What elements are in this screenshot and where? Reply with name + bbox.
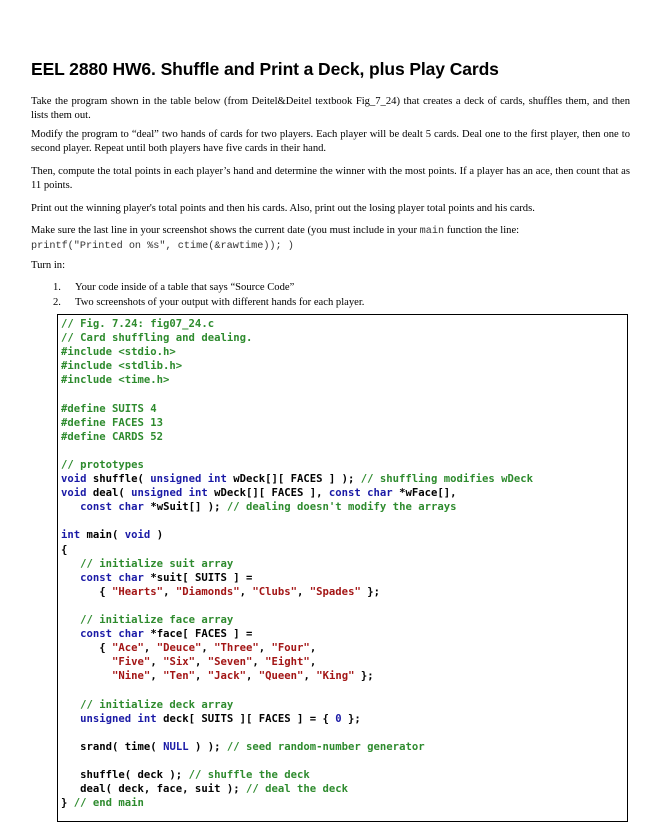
code-line [61, 699, 233, 711]
code-token: unsigned int [150, 473, 234, 486]
code-token: "Deuce" [156, 642, 202, 655]
code-token [61, 572, 80, 584]
code-token [61, 699, 80, 711]
code-token: #define SUITS 4 [61, 402, 157, 415]
code-token: , [258, 642, 272, 655]
code-token: "Clubs" [252, 585, 298, 598]
source-code-table [57, 314, 628, 822]
list-item-text: Your code inside of a table that says “Source Code” [75, 282, 295, 293]
code-token: , [143, 642, 157, 655]
date-instructions-text-end: function the line: [444, 225, 520, 236]
code-token: // initialize deck array [80, 698, 234, 711]
code-token: #include <stdlib.h> [61, 360, 183, 373]
code-token: // dealing doesn't modify the arrays [226, 501, 457, 514]
code-line [61, 403, 157, 415]
date-instructions-text: Make sure the last line in your screenshot shows the current date (you must include in your [31, 225, 420, 236]
code-token: "Six" [163, 656, 195, 669]
code-line [61, 346, 176, 358]
code-token [61, 713, 80, 725]
code-line [61, 628, 252, 640]
code-token: "Queen" [258, 670, 304, 683]
code-token: 0 [335, 712, 342, 725]
code-token: "Seven" [207, 656, 253, 669]
code-token: { [61, 543, 68, 556]
turn-in-list [31, 280, 631, 310]
code-token: deal( [92, 487, 132, 500]
code-token: const char [80, 571, 151, 584]
code-line [61, 741, 425, 753]
code-token: }; [360, 585, 380, 598]
code-token [61, 670, 112, 682]
code-token: *suit[ SUITS ] = [150, 571, 253, 584]
turn-in-label: Turn in: [31, 260, 66, 271]
code-line [61, 670, 374, 682]
code-token: // Fig. 7.24: fig07_24.c [61, 318, 215, 330]
paragraph-intro: Take the program shown in the table below (from Deitel&Deitel textbook Fig_7_24) that creates a deck of cards, shuffles them, and then lists them out. [31, 96, 630, 121]
code-token: "Ten" [163, 670, 195, 683]
code-token: // prototypes [61, 458, 144, 471]
code-line [61, 797, 144, 809]
code-token: void [124, 529, 157, 542]
code-line [61, 713, 361, 725]
code-token: wDeck[][ FACES ] ); [233, 473, 361, 486]
code-token [61, 628, 80, 640]
list-item-text: Two screenshots of your output with different hands for each player. [75, 297, 365, 308]
code-line [61, 431, 163, 443]
code-token: "Jack" [207, 670, 247, 683]
code-token: { [61, 642, 113, 655]
code-token: , [194, 670, 208, 683]
code-line [61, 642, 316, 654]
code-token: "Ace" [112, 642, 144, 655]
code-line [61, 360, 182, 372]
code-line [61, 417, 163, 429]
code-line [61, 586, 380, 598]
code-token: , [194, 656, 208, 669]
code-token: "King" [316, 670, 355, 683]
code-token: shuffle( deck ); [61, 769, 189, 781]
code-token: *face[ FACES ] = [150, 628, 253, 641]
code-token: unsigned int [80, 712, 164, 725]
printf-code-snippet: printf("Printed on %s", ctime(&rawtime)); ) [31, 240, 294, 252]
code-token: void [61, 473, 93, 486]
code-token: , [239, 585, 253, 598]
code-token: , [150, 656, 164, 669]
code-token: ) [156, 529, 164, 542]
code-token: , [309, 642, 317, 655]
code-token: // Card shuffling and dealing. [61, 332, 253, 345]
code-token: "Diamonds" [175, 585, 240, 598]
code-token: , [163, 585, 176, 598]
code-line [61, 783, 348, 795]
code-token: , [201, 642, 215, 655]
code-line [61, 473, 533, 485]
code-token: wDeck[][ FACES ], [214, 487, 329, 500]
code-line [61, 318, 214, 330]
code-token: { [61, 585, 113, 598]
code-token: #include <stdio.h> [61, 346, 176, 359]
code-token: "Nine" [112, 670, 151, 683]
code-token: deal( deck, face, suit ); [61, 783, 246, 796]
code-token: // initialize face array [80, 613, 234, 626]
code-token: #define FACES 13 [61, 416, 164, 429]
code-token: , [246, 670, 259, 683]
code-line [61, 487, 456, 499]
code-token [61, 501, 80, 513]
code-token: }; [341, 712, 361, 725]
code-token: const char [328, 487, 400, 500]
list-item-number: 2. [53, 297, 61, 308]
paragraph-date-instructions [31, 224, 630, 253]
code-line [61, 459, 144, 471]
code-token: "Five" [112, 656, 151, 669]
code-token: *wSuit[] ); [150, 501, 227, 514]
code-token: srand( time( [61, 740, 164, 753]
code-token: // seed random-number generator [226, 740, 425, 753]
code-token: , [297, 585, 310, 598]
code-token: shuffle( [92, 473, 151, 486]
code-line [61, 614, 233, 626]
code-token: unsigned int [131, 487, 215, 500]
code-token: "Three" [214, 642, 259, 655]
code-token: ) ); [188, 740, 227, 753]
code-token: deck[ SUITS ][ FACES ] = { [163, 712, 336, 725]
list-item [31, 280, 631, 295]
source-code-listing [61, 317, 533, 810]
code-token: int [61, 529, 87, 542]
code-token [61, 558, 80, 570]
code-line [61, 374, 169, 386]
code-token: // end main [73, 797, 144, 810]
page-title: EEL 2880 HW6. Shuffle and Print a Deck, plus Play Cards [31, 59, 499, 79]
paragraph-print-instructions: Print out the winning player's total points and then his cards. Also, print out the losing player total points and his cards. [31, 203, 535, 214]
code-token: }; [354, 670, 374, 683]
paragraph-points-instructions: Then, compute the total points in each player’s hand and determine the winner with the most points. If a player has an ace, then count that as 11 points. [31, 166, 630, 191]
code-token: const char [80, 628, 151, 641]
code-token: const char [80, 501, 151, 514]
code-token: "Four" [271, 642, 310, 655]
list-item-number: 1. [53, 282, 61, 293]
code-token: , [303, 670, 317, 683]
code-token [61, 614, 80, 626]
code-line [61, 501, 456, 513]
code-line [61, 572, 252, 584]
code-line [61, 332, 252, 344]
code-token: , [309, 656, 317, 669]
code-token: "Hearts" [112, 585, 164, 598]
code-token: "Spades" [309, 585, 361, 598]
code-token: // shuffle the deck [188, 769, 310, 781]
code-line [61, 529, 163, 541]
code-line [61, 769, 310, 781]
code-token: void [61, 487, 93, 500]
list-item [31, 295, 631, 310]
code-token: *wFace[], [399, 487, 457, 500]
code-line [61, 558, 233, 570]
main-keyword: main [419, 226, 445, 237]
code-token: "Eight" [265, 656, 310, 669]
code-line [61, 544, 67, 556]
code-line [61, 656, 316, 668]
code-token: // shuffling modifies wDeck [360, 473, 533, 486]
code-token [61, 656, 112, 668]
code-token: , [150, 670, 164, 683]
paragraph-deal-instructions: Modify the program to “deal” two hands of cards for two players. Each player will be dealt 5 cards. Deal one to the first player, then one to second player. Repeat until both players have five cards in their hand. [31, 129, 630, 154]
code-token: } [61, 797, 74, 810]
code-token: #define CARDS 52 [61, 430, 164, 443]
code-token: NULL [163, 740, 189, 753]
code-token: main( [86, 529, 125, 542]
code-token: // deal the deck [245, 783, 349, 796]
code-token: , [252, 656, 266, 669]
code-token: // initialize suit array [80, 557, 234, 570]
code-token: #include <time.h> [61, 374, 170, 387]
